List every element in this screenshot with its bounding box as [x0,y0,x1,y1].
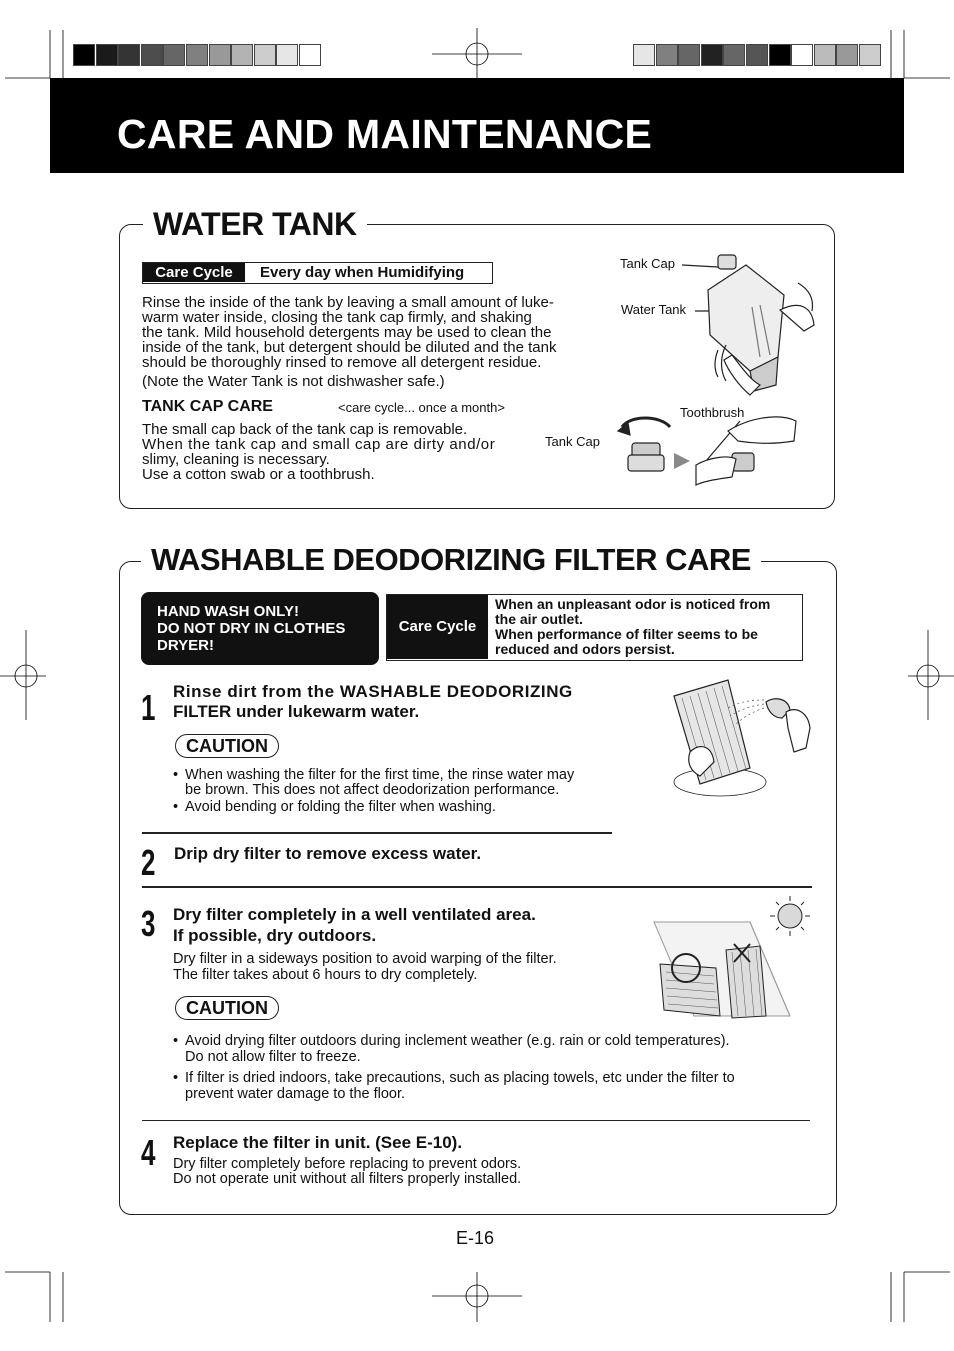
caution-bullets [173,1033,735,1102]
color-swatch [96,44,118,66]
color-swatch [769,44,791,66]
text-line: DRYER! [157,637,214,654]
text-line: When the tank cap and small cap are dirty and/or [142,436,496,453]
text-line: FILTER under lukewarm water. [173,702,420,721]
text-line: When an unpleasant odor is noticed from [495,596,771,612]
text-line: If filter is dried indoors, take precautions, such as placing towels, etc under the filter to [185,1070,735,1086]
step-number: 1 [141,687,156,728]
text-line: If possible, dry outdoors. [173,926,377,945]
text-line: be brown. This does not affect deodorization performance. [185,782,560,798]
page-title: CARE AND MAINTENANCE [117,111,653,157]
text-line: Avoid drying filter outdoors during inclement weather (e.g. rain or cold temperatures). [185,1033,730,1049]
color-swatch [254,44,276,66]
bullet-icon: • [173,1033,179,1049]
page-number: E-16 [456,1228,495,1248]
caution-badge: CAUTION [175,734,279,758]
bullet-icon: • [173,1070,179,1086]
text-line: Rinse dirt from the WASHABLE DEODORIZING [173,682,573,701]
text-line: The small cap back of the tank cap is removable. [142,421,468,438]
text-line: When washing the filter for the first time, the rinse water may [185,767,575,783]
color-swatch [723,44,745,66]
text-line: Do not allow filter to freeze. [185,1049,361,1065]
text-line: Dry filter completely in a well ventilated area. [173,905,536,924]
filter-washing-illustration [670,672,820,802]
water-tank-illustration [600,245,830,495]
filter-drying-illustration [650,892,815,1027]
bullet-item [173,1070,735,1102]
color-swatch [186,44,208,66]
color-swatch [814,44,836,66]
text-line: inside of the tank, but detergent should be diluted and the tank [142,339,557,356]
text-line: DO NOT DRY IN CLOTHES [157,620,346,637]
color-swatch [231,44,253,66]
filter-care-cycle-label: Care Cycle [387,595,488,659]
divider [142,832,612,834]
text-line: When performance of filter seems to be [495,626,758,642]
bullet-icon: • [173,799,179,815]
color-swatch [791,44,813,66]
tank-cap-care-cycle: <care cycle... once a month> [338,400,505,415]
text-line: Do not operate unit without all filters properly installed. [173,1171,522,1187]
text-line: HAND WASH ONLY! [157,603,299,620]
text-line: should be thoroughly rinsed to remove all detergent residue. [142,354,542,371]
label-toothbrush: Toothbrush [680,405,745,420]
text-line: the tank. Mild household detergents may be used to clean the [142,324,552,341]
divider [142,886,812,888]
step-title [173,682,615,722]
care-cycle-box [142,262,493,284]
text-line: Rinse the inside of the tank by leaving a small amount of luke- [142,294,554,311]
hand-wash-warning [141,592,379,665]
step-title: Drip dry filter to remove excess water. [174,844,482,863]
text-line: Dry filter in a sideways position to avoid warping of the filter. [173,951,557,967]
color-swatch [633,44,655,66]
text-line: reduced and odors persist. [495,641,675,657]
caution-bullets [173,768,574,815]
label-tank-cap-bottom: Tank Cap [545,434,600,449]
step-title: Replace the filter in unit. (See E-10). [173,1133,463,1152]
text-line: Dry filter completely before replacing to prevent odors. [173,1156,522,1172]
step-body [173,951,557,983]
bullet-item [173,800,574,815]
step-body [173,1157,521,1187]
step-number: 3 [141,903,156,944]
color-swatch [163,44,185,66]
color-swatch [746,44,768,66]
color-swatch [859,44,881,66]
tank-cap-care-body [142,422,528,482]
text-line: Use a cotton swab or a toothbrush. [142,466,375,483]
water-tank-instructions [142,295,592,370]
divider [142,1120,810,1121]
text-line: The filter takes about 6 hours to dry completely. [173,967,478,983]
water-tank-title: WATER TANK [143,205,367,243]
care-cycle-value: Every day when Humidifying [260,264,465,281]
bullet-icon: • [173,767,179,783]
care-cycle-label: Care Cycle [143,263,245,282]
color-swatch [118,44,140,66]
step-title [173,904,536,946]
text-line: Avoid bending or folding the filter when washing. [185,799,496,815]
text-line: the air outlet. [495,611,583,627]
color-swatch [209,44,231,66]
color-swatch [701,44,723,66]
dishwasher-note: (Note the Water Tank is not dishwasher safe.) [142,373,445,390]
color-swatch [141,44,163,66]
text-line: warm water inside, closing the tank cap firmly, and shaking [142,309,532,326]
color-swatch [276,44,298,66]
filter-care-cycle-value [495,597,770,657]
text-line: prevent water damage to the floor. [185,1086,406,1102]
filter-section-title: WASHABLE DEODORIZING FILTER CARE [141,541,761,579]
bullet-item [173,1033,735,1065]
bullet-item [173,768,574,798]
sun-icon [770,896,810,936]
text-line: slimy, cleaning is necessary. [142,451,330,468]
color-swatch [656,44,678,66]
tank-cap-care-title: TANK CAP CARE [142,398,273,415]
color-swatch [73,44,95,66]
filter-care-cycle-box [386,594,803,661]
color-swatch [836,44,858,66]
step-number: 4 [141,1132,156,1173]
color-swatch [299,44,321,66]
label-tank-cap-top: Tank Cap [620,256,675,271]
color-swatch [678,44,700,66]
step-number: 2 [141,842,156,883]
caution-badge: CAUTION [175,996,279,1020]
label-water-tank: Water Tank [621,302,687,317]
